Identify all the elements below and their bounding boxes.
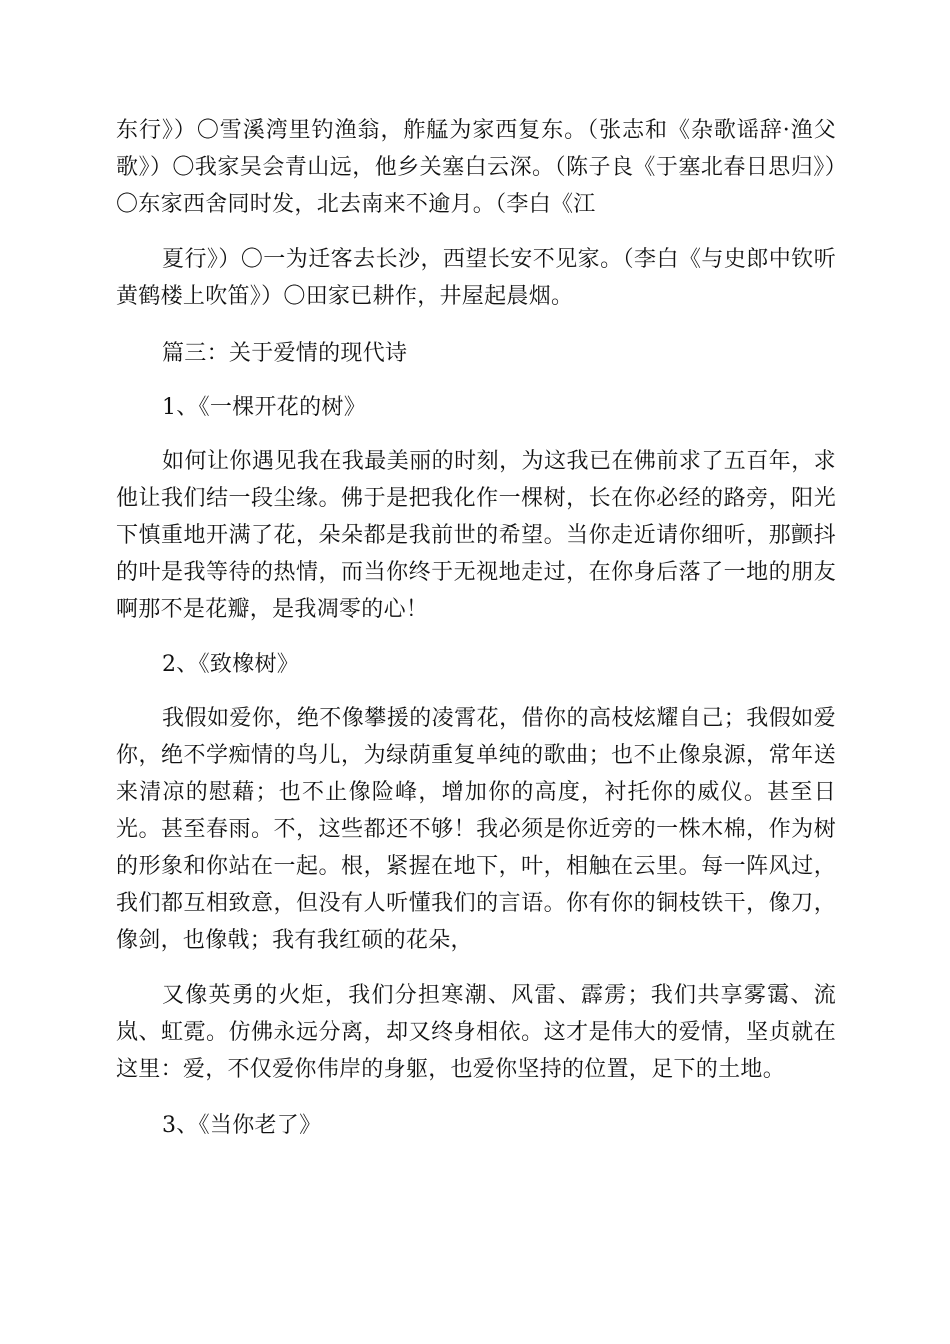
paragraph-poem-quotes-1: 东行》）〇雪溪湾里钓渔翁，舴艋为家西复东。（张志和《杂歌谣辞·渔父歌》）〇我家吴会青山远，他乡关塞白云深。（陈子良《于塞北春日思归》）〇东家西舍同时发，北去南来不逾月。（李白《江 [116, 118, 836, 217]
poem-body-1: 如何让你遇见我在我最美丽的时刻，为这我已在佛前求了五百年，求他让我们结一段尘缘。佛于是把我化作一棵树，长在你必经的路旁，阳光下慎重地开满了花，朵朵都是我前世的希望。当你走近请你细听，那颤抖的叶是我等待的热情，而当你终于无视地走过，在你身后落了一地的朋友啊那不是花瓣，是我凋零的心！ [116, 449, 836, 622]
poem-body-2-part-1: 我假如爱你，绝不像攀援的凌霄花，借你的高枝炫耀自己；我假如爱你，绝不学痴情的鸟儿，为绿荫重复单纯的歌曲；也不止像泉源，常年送来清凉的慰藉；也不止像险峰，增加你的高度，衬托你的威仪。甚至日光。甚至春雨。不，这些都还不够！我必须是你近旁的一株木棉，作为树的形象和你站在一起。根，紧握在地下，叶，相触在云里。每一阵风过，我们都互相致意，但没有人听懂我们的言语。你有你的铜枝铁干，像刀，像剑，也像戟；我有我红硕的花朵， [116, 706, 836, 953]
paragraph-poem-quotes-2: 夏行》）〇一为迁客去长沙，西望长安不见家。（李白《与史郎中钦听黄鹤楼上吹笛》）〇田家已耕作，井屋起晨烟。 [116, 247, 836, 309]
section-heading: 篇三：关于爱情的现代诗 [162, 341, 408, 366]
poem-body-2-part-2: 又像英勇的火炬，我们分担寒潮、风雷、霹雳；我们共享雾霭、流岚、虹霓。仿佛永远分离，却又终身相依。这才是伟大的爱情，坚贞就在这里：爱，不仅爱你伟岸的身躯，也爱你坚持的位置，足下的土地。 [116, 983, 836, 1082]
poem-title-1: 1、《一棵开花的树》 [162, 395, 366, 420]
poem-title-3: 3、《当你老了》 [162, 1113, 322, 1138]
poem-title-2: 2、《致橡树》 [162, 652, 300, 677]
